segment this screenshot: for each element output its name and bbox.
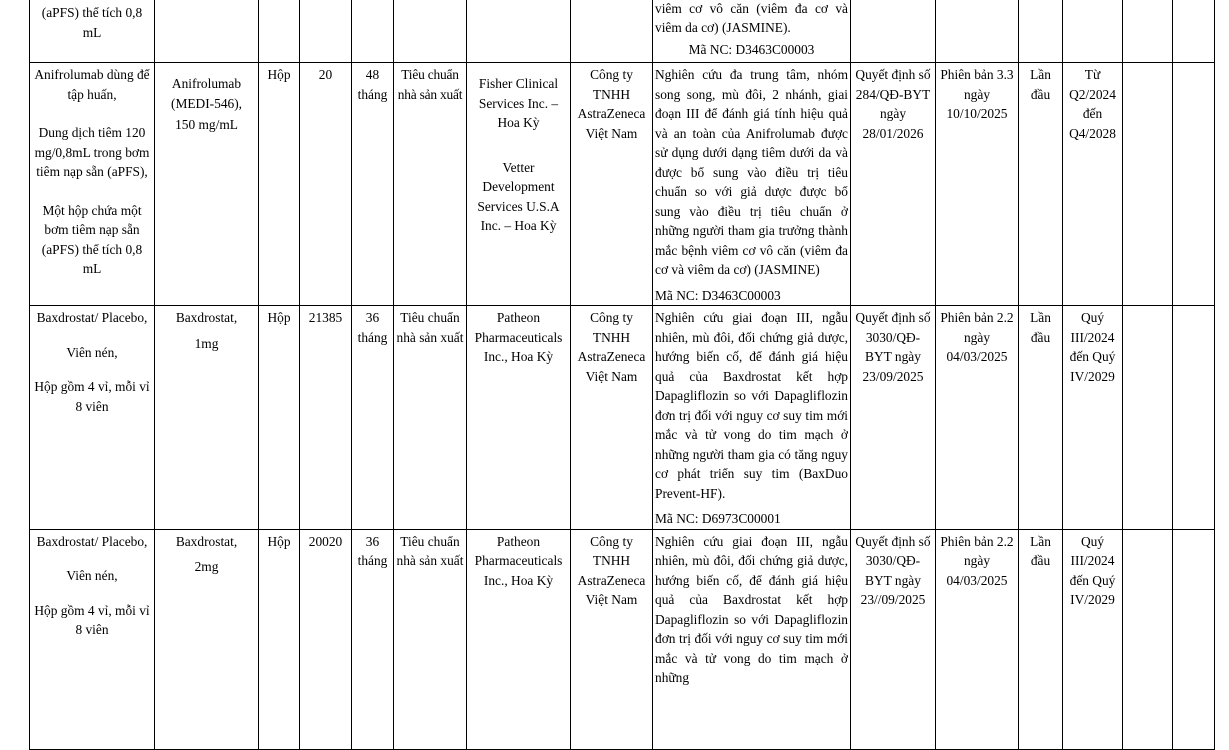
active-strength: 2mg [194, 559, 219, 574]
decision-cell: Quyết định số 284/QĐ-BYT ngày 28/01/2026 [851, 63, 936, 306]
decision-cell: Quyết định số 3030/QĐ-BYT ngày 23/09/2025 [851, 306, 936, 530]
active-name: Baxdrostat, [175, 310, 238, 325]
empty-cell [1123, 306, 1173, 530]
empty-cell [1123, 0, 1173, 63]
importer-cell: Công ty TNHH AstraZeneca Việt Nam [571, 63, 653, 306]
importer-cell [571, 0, 653, 63]
active-cell [155, 529, 259, 749]
shelf-life-cell [352, 0, 394, 63]
shelf-life-cell: 36 tháng [352, 306, 394, 530]
study-text: Nghiên cứu giai đoạn III, ngẫu nhiên, mù đôi, đối chứng giả dược, hướng biến cố, để đánh giá hiệu quả của Baxdrostat kết hợp Dapagliflozin so với Dapagliflozin đơn trị đối với nguy cơ suy tim mới mắc và tử vong do tim mạch ở những người tham gia có tăng nguy cơ phát triển suy tim (BaxDuo Prevent-HF). [655, 310, 848, 501]
product-cell [30, 529, 155, 749]
period-cell: Quý III/2024 đến Quý IV/2029 [1063, 529, 1123, 749]
import-times-cell: Lần đầu [1019, 63, 1063, 306]
unit-cell: Hộp [259, 306, 300, 530]
product-line: Dung dịch tiêm 120 mg/0,8mL trong bơm tiêm nạp sẵn (aPFS), [34, 125, 150, 179]
period-cell [1063, 0, 1123, 63]
product-line: Hộp gồm 4 vỉ, mỗi vỉ 8 viên [34, 379, 150, 414]
product-line: Baxdrostat/ Placebo, [36, 533, 148, 549]
study-text: viêm cơ vô căn (viêm đa cơ và viêm da cơ) (JASMINE). [655, 0, 848, 35]
study-code: Mã NC: D3463C00003 [655, 287, 781, 303]
table-row [30, 63, 1215, 306]
active-strength: 1mg [194, 335, 219, 351]
study-code: Mã NC: D3463C00003 [688, 41, 815, 57]
empty-cell [1173, 63, 1215, 306]
manufacturer-name: Fisher Clinical Services Inc. – Hoa Kỳ [478, 76, 559, 130]
quantity-cell [300, 0, 352, 63]
quantity-cell: 20 [300, 63, 352, 306]
protocol-cell: Phiên bản 3.3 ngày 10/10/2025 [936, 63, 1019, 306]
manufacturer-cell: Patheon Pharmaceuticals Inc., Hoa Kỳ [467, 306, 571, 530]
product-line: Anifrolumab dùng để tập huấn, [34, 67, 150, 102]
active-name: Baxdrostat, [175, 533, 238, 549]
product-line: Viên nén, [66, 344, 118, 360]
empty-cell [1123, 63, 1173, 306]
standard-cell: Tiêu chuẩn nhà sản xuất [394, 63, 467, 306]
quantity-cell: 20020 [300, 529, 352, 749]
import-times-cell [1019, 0, 1063, 63]
product-line: Viên nén, [66, 568, 118, 583]
study-cell [653, 529, 851, 749]
study-cell [653, 0, 851, 63]
active-cell [155, 306, 259, 530]
study-cell [653, 63, 851, 306]
manufacturer-cell [467, 63, 571, 306]
import-times-cell: Lần đầu [1019, 306, 1063, 530]
empty-cell [1173, 306, 1215, 530]
study-text: Nghiên cứu đa trung tâm, nhóm song song, mù đôi, 2 nhánh, giai đoạn III để đánh giá tính hiệu quả và an toàn của Anifrolumab được sử dụng dưới dạng tiêm dưới da và được bổ sung vào điều trị tiêu chuẩn so với giả dược được bổ sung vào điều trị tiêu chuẩn ở những người tham gia trưởng thành mắc bệnh viêm cơ vô căn (viêm đa cơ và viêm da cơ) (JASMINE) [655, 67, 848, 277]
manufacturer-cell [467, 0, 571, 63]
protocol-cell: Phiên bản 2.2 ngày 04/03/2025 [936, 306, 1019, 530]
import-times-cell: Lần đầu [1019, 529, 1063, 749]
product-line: Baxdrostat/ Placebo, [36, 310, 148, 325]
decision-cell [851, 0, 936, 63]
drug-import-table [29, 0, 1215, 750]
unit-cell: Hộp [259, 63, 300, 306]
standard-cell: Tiêu chuẩn nhà sản xuất [394, 529, 467, 749]
product-line: Hộp gồm 4 vỉ, mỗi vỉ 8 viên [34, 602, 150, 637]
table-row [30, 306, 1215, 530]
active-strength: 150 mg/mL [175, 117, 238, 132]
table-row [30, 0, 1215, 63]
empty-cell [1173, 529, 1215, 749]
product-cell [30, 63, 155, 306]
product-line: (aPFS) thể tích 0,8 mL [41, 5, 143, 40]
protocol-cell: Phiên bản 2.2 ngày 04/03/2025 [936, 529, 1019, 749]
product-cell [30, 306, 155, 530]
importer-cell: Công ty TNHH AstraZeneca Việt Nam [571, 306, 653, 530]
quantity-cell: 21385 [300, 306, 352, 530]
empty-cell [1123, 529, 1173, 749]
active-cell [155, 0, 259, 63]
study-cell [653, 306, 851, 530]
shelf-life-cell: 48 tháng [352, 63, 394, 306]
manufacturer-name: Vetter Development Services U.S.A Inc. – Hoa Kỳ [477, 159, 560, 233]
period-cell: Quý III/2024 đến Quý IV/2029 [1063, 306, 1123, 530]
unit-cell: Hộp [259, 529, 300, 749]
empty-cell [1173, 0, 1215, 63]
active-cell [155, 63, 259, 306]
standard-cell [394, 0, 467, 63]
decision-cell: Quyết định số 3030/QĐ-BYT ngày 23//09/2025 [851, 529, 936, 749]
product-line: Một hộp chứa một bơm tiêm nạp sẵn (aPFS) thể tích 0,8 mL [41, 202, 143, 276]
unit-cell [259, 0, 300, 63]
table-row [30, 529, 1215, 749]
study-text: Nghiên cứu giai đoạn III, ngẫu nhiên, mù đôi, đối chứng giả dược, hướng biến cố, để đánh giá hiệu quả của Baxdrostat kết hợp Dapagliflozin so với Dapagliflozin đơn trị đối với nguy cơ suy tim mới mắc và tử vong do tim mạch ở những [655, 533, 848, 685]
period-cell: Từ Q2/2024 đến Q4/2028 [1063, 63, 1123, 306]
product-cell [30, 0, 155, 63]
manufacturer-cell: Patheon Pharmaceuticals Inc., Hoa Kỳ [467, 529, 571, 749]
standard-cell: Tiêu chuẩn nhà sản xuất [394, 306, 467, 530]
shelf-life-cell: 36 tháng [352, 529, 394, 749]
importer-cell: Công ty TNHH AstraZeneca Việt Nam [571, 529, 653, 749]
study-code: Mã NC: D6973C00001 [655, 511, 781, 526]
active-name: Anifrolumab (MEDI-546), [170, 76, 243, 111]
protocol-cell [936, 0, 1019, 63]
